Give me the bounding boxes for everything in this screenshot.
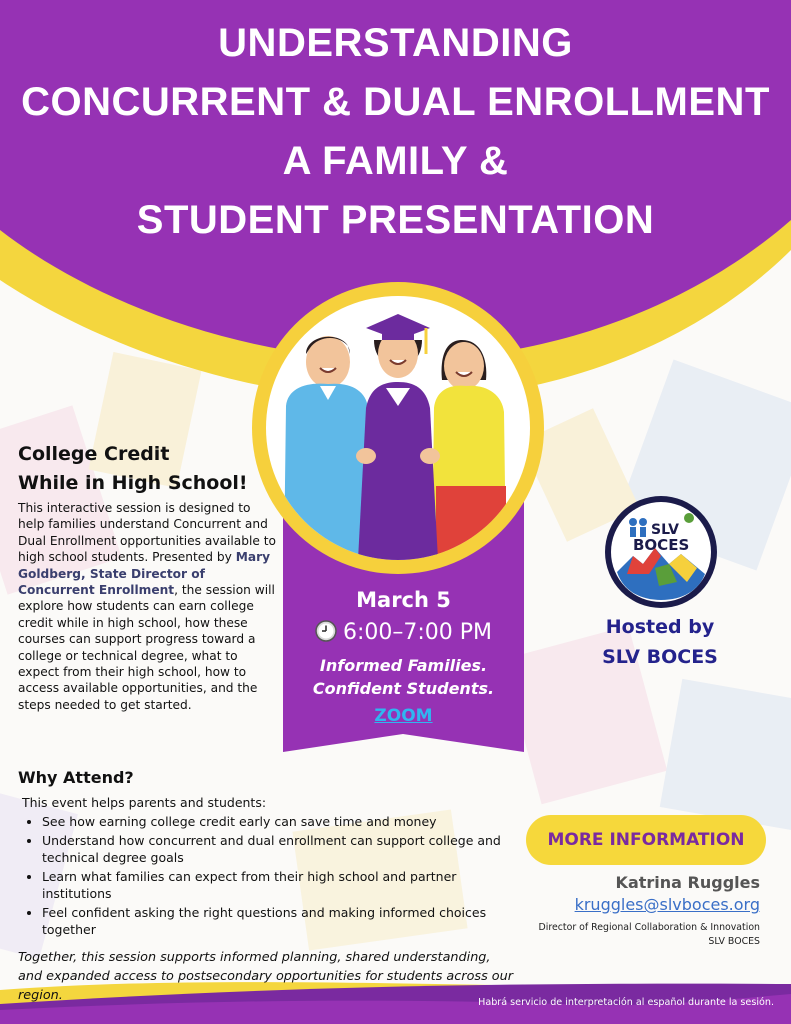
tagline-line-2: Confident Students.	[312, 679, 495, 698]
illustration-frame	[252, 282, 544, 574]
event-time	[283, 620, 524, 648]
footer-interpretation-note: Habrá servicio de interpretación al español durante la sesión.	[478, 997, 774, 1008]
section-heading-college-credit	[18, 440, 268, 498]
event-tagline	[283, 654, 524, 700]
contact-name: Katrina Ruggles	[615, 873, 760, 892]
hosted-line-2: SLV BOCES	[602, 646, 718, 668]
zoom-link-container	[283, 706, 524, 726]
intro-text-start: This interactive session is designed to help families understand Concurrent and Dual Enrollment opportunities available to high school students. Presented by	[18, 501, 276, 565]
title-line-2: CONCURRENT & DUAL ENROLLMENT	[21, 80, 770, 124]
logo-text-2: BOCES	[633, 536, 690, 554]
contact-email-link[interactable]: kruggles@slvboces.org	[574, 895, 760, 914]
hosted-by	[585, 612, 735, 672]
presenter-name: Mary Goldberg, State Director of Concurrent Enrollment	[18, 550, 271, 598]
logo-text-1: SLV	[651, 522, 679, 538]
hosted-line-1: Hosted by	[605, 616, 715, 638]
list-item: • Learn what families can expect from their high school and partner institutions	[42, 868, 522, 902]
benefits-list	[22, 813, 522, 940]
contact-email-container	[520, 895, 760, 914]
contact-org: SLV BOCES	[708, 936, 760, 947]
why-intro: This event helps parents and students:	[22, 795, 267, 810]
slv-boces-logo	[603, 494, 719, 610]
event-time-text: 6:00–7:00 PM	[342, 620, 493, 645]
title-line-1: UNDERSTANDING	[218, 21, 573, 65]
heading-line-1: College Credit	[18, 443, 170, 465]
title-line-4: STUDENT PRESENTATION	[136, 198, 655, 242]
event-date: March 5	[356, 588, 451, 612]
closing-statement: Together, this session supports informed planning, shared understanding, and expanded access to postsecondary opportunities for students across our region.	[18, 950, 514, 1003]
zoom-link[interactable]: ZOOM	[374, 706, 433, 726]
list-item: • See how earning college credit early can save time and money	[42, 813, 522, 830]
tagline-line-1: Informed Families.	[319, 656, 488, 675]
intro-paragraph	[18, 500, 276, 713]
section-heading-why-attend: Why Attend?	[18, 768, 134, 787]
more-information-button[interactable]: MORE INFORMATION	[526, 815, 766, 865]
heading-line-2: While in High School!	[18, 472, 248, 494]
contact-title: Director of Regional Collaboration & Innovation	[538, 922, 760, 933]
title-line-3: A FAMILY &	[282, 139, 509, 183]
intro-text-end: , the session will explore how students can earn college credit while in high school, how these courses can support progress toward a college or technical degree, what to expect from their high school, how to access available opportunities, and the steps needed to get started.	[18, 583, 275, 712]
page-title	[0, 14, 791, 250]
list-item: • Feel confident asking the right questions and making informed choices together	[42, 904, 522, 938]
graduation-illustration	[266, 296, 530, 560]
clock-icon	[315, 620, 337, 648]
contact-role	[490, 921, 760, 949]
list-item: • Understand how concurrent and dual enrollment can support college and technical degree goals	[42, 832, 522, 866]
family-graduation-image	[266, 296, 530, 560]
